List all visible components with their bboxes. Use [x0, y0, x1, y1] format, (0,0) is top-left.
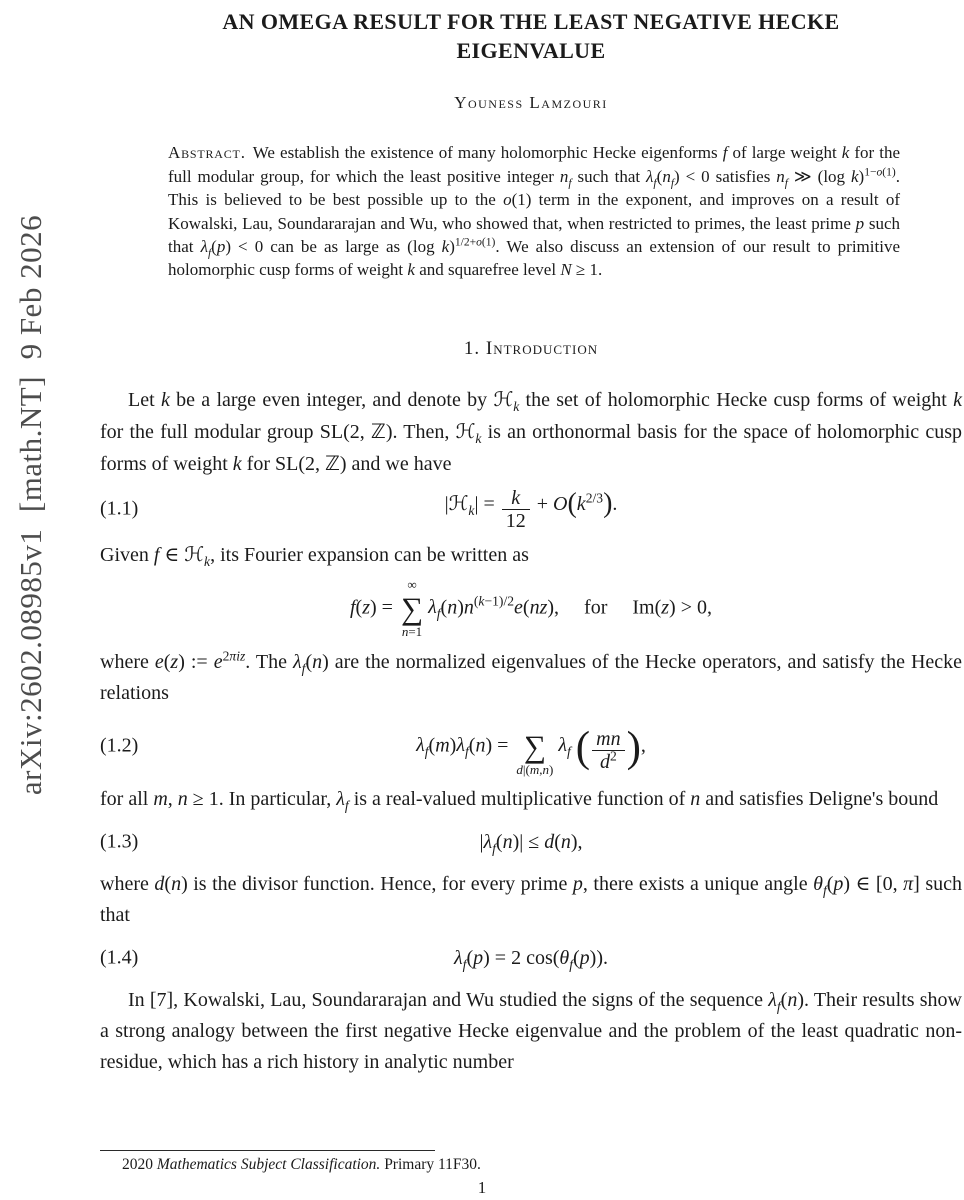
paper-content [100, 0, 962, 1078]
paragraph-intro-4: for all m, n ≥ 1. In particular, $\lambda_f$ is a real-valued multiplicative function of n and satisfies Deligne's bound [100, 788, 939, 814]
section-heading-introduction: 1. Introduction [463, 337, 599, 359]
paragraph-intro-2: Given f ∈ ℋ$_k$, its Fourier expansion can be written as [100, 541, 529, 569]
paragraph-intro-3: where e(z) := $e^{2\pi iz}$. The $\lambda_f(n)$ are the normalized eigenvalues of the Hecke operators, and satisfy the Hecke relations [100, 647, 963, 704]
footnote-block [100, 1150, 962, 1174]
equation-number: (1.2) [100, 734, 139, 757]
abstract-text: We establish the existence of many holomorphic Hecke eigenforms f of large weight k for the full modular group, for which the least positive integer $n_f$ such that $\lambda_f(n_f) < 0$ satisfies $n_f$ ≫ (log k)$^{1-o(1)}$. This is believed to be best possible up to the o(1) term in the exponent, and improves on a result of Kowalski, Lau, Soundararajan and Wu, who showed that, when restricted to primes, the least prime p such that $\lambda_f(p) < 0$ can be as large as (log k)$^{1/2+o(1)}$. We also discuss an extension of our result to primitive holomorphic cusp forms of weight k and squarefree level N ≥ 1. [168, 143, 900, 280]
abstract-block [168, 141, 900, 282]
abstract-label: Abstract. [168, 143, 246, 163]
equation-fourier-expansion [100, 578, 962, 640]
paper-title [100, 8, 962, 65]
equation-1-3 [100, 822, 962, 862]
title-line-1: AN OMEGA RESULT FOR THE LEAST NEGATIVE HECKE [222, 9, 840, 34]
equation-formula: |ℋ$_k$| = $\frac{k}{12}$ + $O(k^{2/3})$. [444, 486, 618, 532]
equation-number: (1.1) [100, 497, 139, 520]
author-name: Youness Lamzouri [454, 93, 608, 113]
equation-formula: f(z) = ∞ ∑ n=1 $\lambda_f(n)n^{(k-1)/2}e(nz)$, for Im(z) > 0, [349, 576, 712, 640]
equation-formula: $\lambda_f(m)\lambda_f(n)$ = ∑ d|(m,n) $\lambda_f$ ( $\frac{mn}{d^2}$ ), [416, 723, 646, 777]
equation-number: (1.4) [100, 946, 139, 969]
footnote-rule [100, 1150, 435, 1151]
title-line-2: EIGENVALUE [456, 37, 606, 63]
paragraph-intro-1: Let k be a large even integer, and denote by ℋ$_k$ the set of holomorphic Hecke cusp forms of weight k for the full modular group SL(2, ℤ). Then, ℋ$_k$ is an orthonormal basis for the space of holomorphic cusp forms of weight k for SL(2, ℤ) and we have [100, 386, 962, 475]
equation-1-4 [100, 938, 962, 978]
equation-formula: $\lambda_f(p) = 2$ $\cos(\theta_f(p))$. [454, 946, 608, 972]
arxiv-watermark-label: arXiv:2602.08985v1 [math.NT] 9 Feb 2026 [13, 214, 48, 796]
page-number: 1 [477, 1178, 487, 1197]
equation-1-2 [100, 716, 962, 778]
paragraph-intro-6: In [7], Kowalski, Lau, Soundararajan and Wu studied the signs of the sequence $\lambda_f(n)$. Their results show a strong analogy between the first negative Hecke eigenvalue and the problem of the least quadratic non-residue, which has a rich history in analytic number [100, 989, 962, 1074]
footnote-text: 2020 Mathematics Subject Classification. Primary 11F30. [122, 1156, 481, 1173]
paragraph-intro-5: where d(n) is the divisor function. Hence, for every prime p, there exists a unique angle $\theta_f(p)$ ∈ [0, π] such that [100, 873, 962, 927]
equation-1-1 [100, 487, 962, 532]
equation-number: (1.3) [100, 830, 139, 853]
equation-formula: $|\lambda_f(n)| \le d(n)$, [479, 830, 583, 856]
